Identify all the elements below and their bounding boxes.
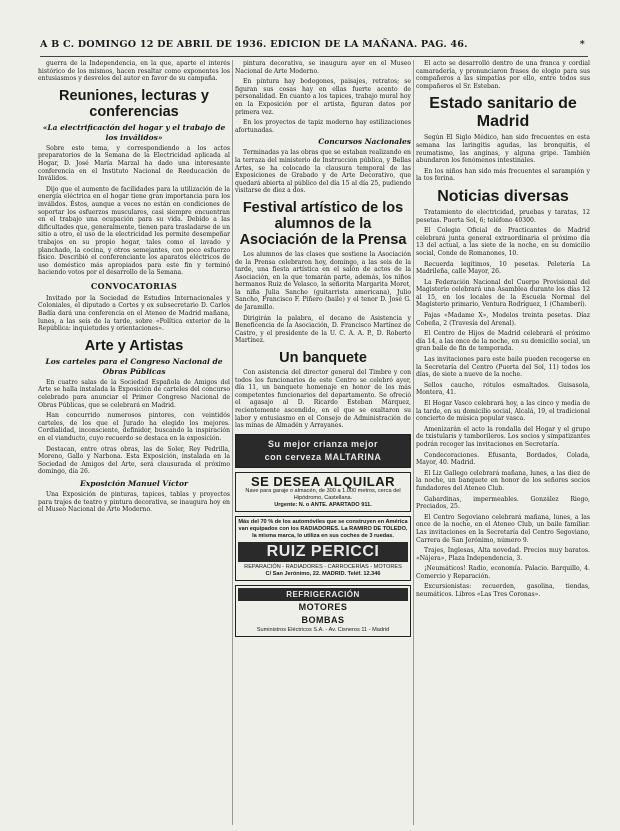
paragraph: Los alumnos de las clases que sostiene la Asociación de la Prensa celebraron hoy, domingo, a las seis de la tarde, una fiesta artística en el salón de actos de la Asociación, en la que tomarán parte, además, los niños hermanos Ruiz de Velasco, la señorita Margarita Moret, la niña Julia Sancho (guitarrista americana), Julio Sancho, Francisco F. Piñero (baile) y el tenor D. José G. de Jaramillo. (235, 250, 411, 312)
paragraph: Las invitaciones para este baile pueden recogerse en la Secretaría del Centro (Puerta del Sol, 11) todos los días, de siete a nueve de la noche. (416, 356, 590, 379)
ad-alquilar-body: Nave para garaje o almacén, de 300 a 1.000 metros, cerca del Hipódromo, Castellana. (245, 487, 401, 501)
paragraph: Dijo que el aumento de facilidades para la utilización de la energía eléctrica en el hogar tiene gran importancia para los inválidos. Éstos, aunque a veces no están en condiciones de soportar los esfuerzos musculares, casi siempre encuentran en el trabajo una ocupación para su vida. Debido a las dificultades que, generalmente, tienen para trasladarse de un sitio a otro, el uso de la electricidad les permite desempeñar trabajos en su propio hogar, tales como el lavado y planchado, la cocina, y otros semejantes, con poco esfuerzo físico. Describió el conferenciante los aparatos eléctricos de uso doméstico más apropiados para este fin y terminó haciendo votos por el desarrollo de la Semana. (38, 185, 230, 277)
ad-refrigeracion-title: REFRIGERACIÓN (238, 588, 408, 601)
ad-brand-sub: REPARACIÓN - RADIADORES - CARROCERÍAS - MOTORES (244, 563, 402, 570)
paragraph: guerra de la Independencia, en la que, aparte el interés histórico de los mismos, hacen resaltar como exponentes los entusiasmos y desvelos del autor en favor de su campaña. (38, 60, 230, 83)
paragraph: ¡Neumáticos! Radio, economía. Palacio. Barquillo, 4. Comercio y Reparación. (416, 565, 590, 580)
column-right (416, 60, 590, 830)
ad-maltarina-line2: con cerveza MALTARINA (264, 451, 382, 462)
paragraph: Según El Siglo Médico, han sido frecuentes en esta semana las laringitis agudas, las bronquitis, el reumatismo, las anginas, y alguna gripe. También abundaron los fenómenos intestinales. (416, 134, 590, 165)
ad-radiadores (235, 516, 411, 581)
paragraph: El Liz Gallego celebrará mañana, lunes, a las diez de la noche, un banquete en honor de los señores socios fundadores del Ateneo Club. (416, 469, 590, 492)
ad-refrigeracion-sub2: BOMBAS (301, 614, 345, 625)
paragraph: El Centro Segoviano celebrará mañana, lunes, a las once de la noche, en el Ateneo Club, un baile familiar. Las invitaciones en la Secretaría del Centro Segoviano, Carrera de San Jerónimo, número 9. (416, 513, 590, 544)
ad-refrigeracion (235, 585, 411, 637)
section-heading-noticias: Noticias diversas (437, 187, 569, 205)
ad-radiadores-text: Más del 70 % de los automóviles que se construyen en América van equipados con los RADIADORES. La RAMIRO DE TOLEDO, la misma marca, lo utiliza en sus coches de 3 ruedas. (238, 518, 408, 539)
ad-maltarina (235, 434, 411, 468)
paragraph: El Colegio Oficial de Practicantes de Madrid celebrará junta general extraordinaria el próximo día 13 del actual, a las siete de la noche, en su domicilio social, Conde de Romanones, 10. (416, 227, 590, 257)
paragraph: pintura decorativa, se inaugura ayer en el Museo Nacional de Arte Moderno. (235, 60, 411, 75)
section-heading-banquete: Un banquete (279, 350, 367, 367)
paragraph: Con asistencia del director general del Timbre y con todos los funcionarios de este Centro se celebró ayer, día 11, un banquete homenaje en honor de los más competentes funcionarios del departamento. Se ofreció el agasajo al D. Ricardo Esteban Márquez, recientemente ascendido, en el que se exaltaron su labor y entusiasmo en el Consejo de Administración de las minas de Almadén y Arrayanes. (235, 369, 411, 430)
section-heading-estado: Estado sanitario de Madrid (429, 95, 577, 131)
paragraph: Trajes, Inglesas, Alta novedad. Precios muy baratos. «Nájera», Plaza Independencia, 3. (416, 547, 590, 562)
subheading-victor: Exposición Manuel Víctor (80, 478, 188, 488)
paragraph: Condecoraciones. Efusanta, Bordados, Colada, Mayor, 40. Madrid. (416, 451, 590, 467)
header-rule (40, 56, 588, 57)
paragraph: Gabardinas, impermeables. González Riego, Preciados, 25. (416, 495, 590, 511)
paragraph: Amenizarán el acto la rondalla del Hogar y el grupo de txistularis y tamborileros. Los socios y simpatizantes podrán recoger las invitaciones en Secretaría. (416, 425, 590, 448)
header-mark: * (579, 39, 585, 50)
paragraph: Han concurrido numerosos pintores, con veintidós carteles, de los que el Jurado ha elegido los mejores. Cordialidad, inconsciente, definidor, buscando la inspiración en el vianducto, cuyo recuerdo se destaca en la exposición. (38, 412, 230, 442)
section-heading-arte: Arte y Artistas (84, 337, 184, 354)
paragraph: Dirigirán la palabra, el decano de Asistencia y Beneficencia de la Asociación, D. Francisco Martínez de Castro, y el presidente de la U. C. A. A. P., D. Roberto Martínez. (235, 314, 411, 345)
paragraph: Tratamiento de electricidad, pruebas y taratas, 12 pesetas. Puerta Sol, 6; teléfono 40300. (416, 208, 590, 224)
paragraph: Sellos caucho, rótulos esmaltados. Guisasola, Montera, 41. (416, 381, 590, 397)
ad-refrigeracion-foot: Suministros Eléctricos S.A. - Av. Cisneros 11 - Madrid (256, 626, 390, 633)
paragraph: En cuatro salas de la Sociedad Española de Amigos del Arte se halla instalada la Exposición de carteles del concurso celebrado para anunciar el Primer Congreso Nacional de Obras Públicas, que se celebrará en Madrid. (38, 378, 230, 409)
section-heading-festival: Festival artístico de los alumnos de la Asociación de la Prensa (239, 199, 407, 248)
subheading-carteles: Los carteles para el Congreso Nacional de Obras Públicas (45, 356, 223, 376)
paragraph: Recuerda legítimos, 10 pesetas. Peletería La Madrileña, calle Mayor, 26. (416, 260, 590, 276)
paragraph: El Hogar Vasco celebrará hoy, a las cinco y media de la tarde, en su domicilio social, Alcalá, 19, el tradicional concierto de música popular vasca. (416, 400, 590, 423)
ad-alquilar-title: SE DESEA ALQUILAR (250, 473, 396, 489)
paragraph: Destacan, entre otras obras, las de Soler, Rey Pedrilla, Moreno, Gallo y Narbona. Esta Exposición, instalada en la Sociedad de Amigos del Arte, será clausurada el próximo domingo, día 26. (38, 445, 230, 476)
column-divider (232, 60, 233, 825)
subheading-electrificacion: «La electrificación del hogar y el trabajo de los inválidos» (42, 122, 226, 142)
paragraph: Sobre este tema, y correspondiendo a los actos preparatorios de la Semana de la Electricidad aplicada al Hogar, D. José María Marzal ha dado una interesante conferencia en el Instituto Nacional de Reeducación de Inválidos. (38, 144, 230, 183)
column-left (38, 60, 230, 830)
ad-brand: RUIZ PERICCI (238, 542, 408, 562)
paragraph: Fajas «Madame X», Modelos treinta pesetas. Díaz Cobeña, 2 (Travesía del Arenal). (416, 312, 590, 327)
ad-alquilar (235, 472, 411, 512)
ad-maltarina-line1: Su mejor crianza mejor (267, 438, 379, 449)
paragraph: Invitado por la Sociedad de Estudios Internacionales y Coloniales, el diputado a Cortes y ex subsecretario D. Carlos Badía dará una conferencia en el Ateneo de Madrid mañana, lunes, a las seis de la tarde, sobre «Política exterior de la República: inquietudes y orientaciones». (38, 294, 230, 333)
paragraph: En pintura hay bodegones, paisajes, retratos; se figuran sus cosas hay en ellas fuerte acento de personalidad. En cuanto a los tapices, trabajo mural hoy en la Exposición por el artista, figuran datos por primera vez. (235, 78, 411, 116)
ad-brand-address: C/ San Jerónimo, 22. MADRID. Teléf. 12.346 (265, 570, 381, 577)
ad-alquilar-contact: Urgente: N. o ANTE. APARTADO 911. (274, 501, 372, 508)
column-middle (235, 60, 411, 830)
section-heading-reuniones: Reuniones, lecturas y conferencias (59, 87, 209, 120)
ad-refrigeracion-sub: MOTORES (298, 601, 348, 612)
paragraph: El acto se desarrolló dentro de una franca y cordial camaradería, y pronunciaron frases de elogio para sus compañeros a las simpatías por ello, entre todos sus compañeros el Sr. Esteban. (416, 60, 590, 90)
paragraph: En los proyectos de tapiz moderno hay estilizaciones afortunadas. (235, 119, 411, 134)
subheading-concursos: Concursos Nacionales (318, 137, 411, 147)
paragraph: Excursionistas: recuerden, gasolina, tiendas, neumáticos. Libros «Las Tres Coronas». (416, 583, 590, 599)
paragraph: Una Exposición de pinturas, tapices, tablas y proyectos para trajes de teatro y pintura decorativa, se inaugura hoy en el Museo Nacional de Arte Moderno. (38, 490, 230, 514)
page-header (40, 39, 585, 55)
section-heading-convocatorias: CONVOCATORIAS (90, 280, 178, 291)
paragraph: El Centro de Hijos de Madrid celebrará el próximo día 14, a las once de la noche, en su domicilio social, un gran baile de fin de temporada. (416, 330, 590, 353)
paragraph: Terminadas ya las obras que se estaban realizando en la terraza del ministerio de Instrucción pública, y Bellas Artes, se ha colocado la clausura temporal de las Exposiciones de Grabado y de Arte Decorativo, que quedará abierta al público del día 15 al día 25, pudiendo visitarse de diez a dos. (235, 149, 411, 195)
column-divider (413, 60, 414, 825)
header-title: A B C. DOMINGO 12 DE ABRIL DE 1936. EDICION DE LA MAÑANA. PAG. 46. (40, 39, 468, 50)
paragraph: En los niños han sido más frecuentes el sarampión y la tos ferina. (416, 167, 590, 183)
paragraph: La Federación Nacional del Cuerpo Provisional del Magisterio celebrará una Asamblea durante los días 12 al 15, en los locales de la Escuela Normal del Magisterio primario, Ventura Rodríguez, 1 (Chamberí). (416, 278, 590, 309)
